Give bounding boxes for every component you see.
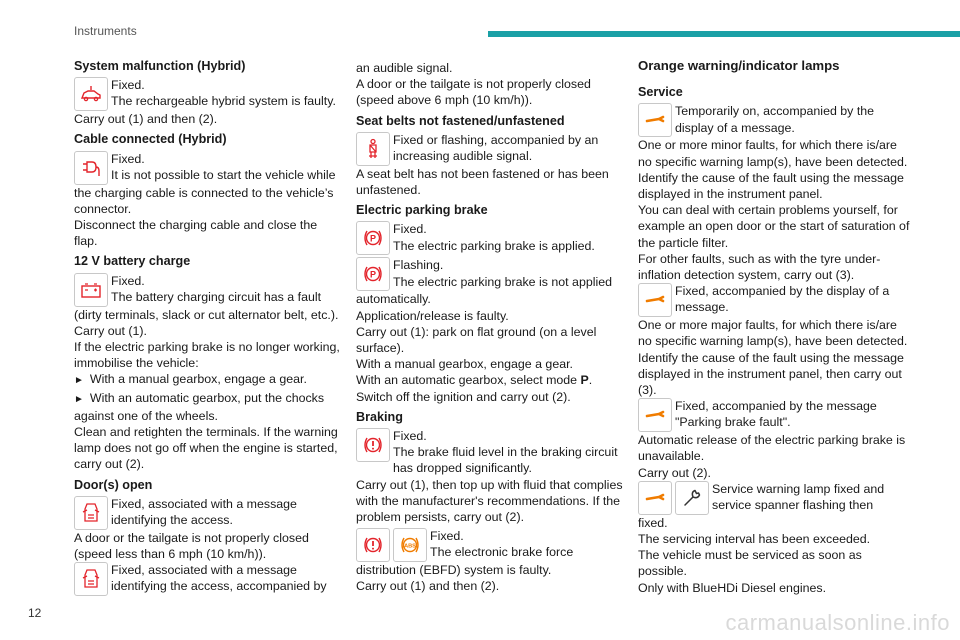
text: The electric parking brake is applied. [393, 238, 595, 253]
abs-icon [393, 528, 427, 562]
text: Automatic release of the electric parking brake is unavailable. [638, 433, 906, 464]
electric-parking-brake-heading: Electric parking brake [356, 203, 488, 218]
text: Fixed. [111, 151, 145, 166]
braking-heading: Braking [356, 409, 403, 424]
column-1 [74, 58, 342, 596]
doors-open-row-2 [74, 562, 342, 596]
text: A door or the tailgate is not properly closed (speed above 6 mph (10 km/h)). [356, 77, 591, 108]
svg-text:P: P [369, 269, 377, 280]
text: With a manual gearbox, engage a gear. [356, 357, 573, 372]
svg-text:P: P [369, 233, 377, 244]
text: Service warning lamp fixed and service spanner flashing then [712, 481, 885, 513]
battery-charge-row [74, 273, 342, 307]
text: Flashing. [393, 258, 444, 273]
running-header: Instruments [74, 24, 137, 38]
charging-plug-icon [74, 151, 108, 185]
service-row-2 [638, 283, 910, 317]
wrench-icon [638, 283, 672, 317]
parking-brake-icon [356, 221, 390, 255]
text: Fixed. [393, 429, 427, 444]
brake-warning-icon [356, 528, 390, 562]
header-accent-bar [488, 31, 960, 37]
cable-connected-heading: Cable connected (Hybrid) [74, 132, 227, 147]
column-2 [356, 60, 624, 595]
text: Switch off the ignition and carry out (2). [356, 389, 571, 404]
wrench-icon [638, 103, 672, 137]
text: . [588, 373, 593, 388]
text: Carry out (1): park on flat ground (on a level surface). [356, 324, 597, 356]
door-open-icon [74, 496, 108, 530]
text: Fixed. [430, 529, 464, 544]
text: Carry out (1) and then (2). [74, 112, 218, 127]
page-number: 12 [28, 606, 42, 620]
wrench-icon [638, 481, 672, 515]
text: Identify the cause of the fault using the message displayed in the instrument panel. [638, 170, 904, 202]
car-fault-icon [74, 77, 108, 111]
bullet-item: ► With a manual gearbox, engage a gear. [74, 371, 342, 389]
text: Carry out (2). [638, 465, 711, 480]
text: Fixed, associated with a message [111, 496, 297, 511]
text: Only with BlueHDi Diesel engines. [638, 580, 827, 595]
text: If the electric parking brake is no longer working, immobilise the vehicle: [74, 340, 340, 371]
text: The rechargeable hybrid system is faulty. [111, 94, 336, 109]
text: The electronic brake force [430, 545, 574, 560]
text: The electric parking brake is not applied [393, 274, 613, 289]
text: The battery charging circuit has a fault [111, 289, 322, 304]
spanner-icon [675, 481, 709, 515]
text: (dirty terminals, slack or cut alternator belt, etc.). [74, 307, 339, 322]
text: For other faults, such as with the tyre under-inflation detection system, carry out (3). [638, 251, 881, 283]
column-3 [638, 58, 910, 596]
hybrid-malfunction-heading: System malfunction (Hybrid) [74, 59, 246, 73]
brake-warning-icon [356, 428, 390, 462]
seat-belts-row [356, 132, 624, 166]
text: Fixed. [393, 222, 427, 237]
text: The servicing interval has been exceeded. [638, 532, 871, 547]
text: Fixed, associated with a message identifying the access, accompanied by [111, 563, 327, 594]
text: You can deal with certain problems yourself, for example an open door or the start of saturation of the particle filter. [638, 203, 910, 250]
battery-charge-heading: 12 V battery charge [74, 254, 191, 269]
parking-brake-icon [356, 257, 390, 291]
text: Fixed. [111, 273, 145, 288]
text: Disconnect the charging cable and close the flap. [74, 218, 318, 249]
text: Temporarily on, accompanied by the display of a message. [675, 104, 875, 135]
text: distribution (EBFD) system is faulty. [356, 563, 552, 578]
svg-text:ABS: ABS [404, 543, 416, 550]
text: It is not possible to start the vehicle while [111, 167, 336, 182]
text: Identify the cause of the fault using the message displayed in the instrument panel, then carry out (3). [638, 350, 904, 398]
doors-open-heading: Door(s) open [74, 477, 153, 492]
wrench-icon [638, 398, 672, 432]
text: Fixed, accompanied by the message "Parking brake fault". [675, 399, 877, 430]
battery-icon [74, 273, 108, 307]
service-row-3 [638, 398, 910, 432]
text: the charging cable is connected to the vehicle’s connector. [74, 185, 334, 216]
text: With an automatic gearbox, select mode [356, 373, 581, 388]
epb-flashing-row [356, 257, 624, 291]
text: One or more minor faults, for which there is/are no specific warning lamp(s), have been detected. [638, 138, 908, 169]
gear-mode-p: P [580, 373, 589, 388]
epb-fixed-row [356, 221, 624, 255]
text: Fixed. [111, 78, 145, 93]
text: A seat belt has not been fastened or has been unfastened. [356, 166, 609, 198]
hybrid-malfunction-row [74, 77, 342, 111]
door-open-icon [74, 562, 108, 596]
text: Clean and retighten the terminals. If the warning lamp does not go off when the engine is started, carry out (2). [74, 425, 338, 472]
ebfd-row [356, 528, 624, 562]
text: Carry out (1), then top up with fluid that complies with the manufacturer's recommendations. If the problem persists, carry out (2). [356, 477, 623, 525]
text: One or more major faults, for which there is/are no specific warning lamp(s), have been detected. [638, 318, 908, 349]
braking-row [356, 428, 624, 477]
text: Carry out (1) and then (2). [356, 579, 500, 594]
text: Carry out (1). [74, 323, 147, 338]
text: The brake fluid level in the braking circuit has dropped significantly. [393, 445, 618, 476]
text: an audible signal. [356, 61, 453, 75]
bullet-item: ► With an automatic gearbox, put the chocks against one of the wheels. [74, 390, 342, 424]
text: A door or the tailgate is not properly closed (speed less than 6 mph (10 km/h)). [74, 530, 309, 562]
text: identifying the access. [111, 513, 233, 528]
seat-belts-heading: Seat belts not fastened/unfastened [356, 113, 565, 128]
cable-connected-row [74, 151, 342, 185]
text: automatically. [356, 292, 431, 307]
text [356, 372, 624, 388]
service-heading: Service [638, 85, 683, 100]
orange-lamps-section-title: Orange warning/indicator lamps [638, 58, 840, 73]
text: fixed. [638, 515, 668, 530]
seat-belt-icon [356, 132, 390, 166]
service-row-1 [638, 103, 910, 137]
watermark: carmanualsonline.info [725, 610, 950, 635]
doors-open-row-1 [74, 496, 342, 530]
text: Application/release is faulty. [356, 308, 509, 323]
service-row-4 [638, 481, 910, 515]
text: The vehicle must be serviced as soon as possible. [638, 548, 862, 579]
text: Fixed or flashing, accompanied by an increasing audible signal. [393, 132, 599, 164]
text: Fixed, accompanied by the display of a message. [675, 284, 890, 315]
